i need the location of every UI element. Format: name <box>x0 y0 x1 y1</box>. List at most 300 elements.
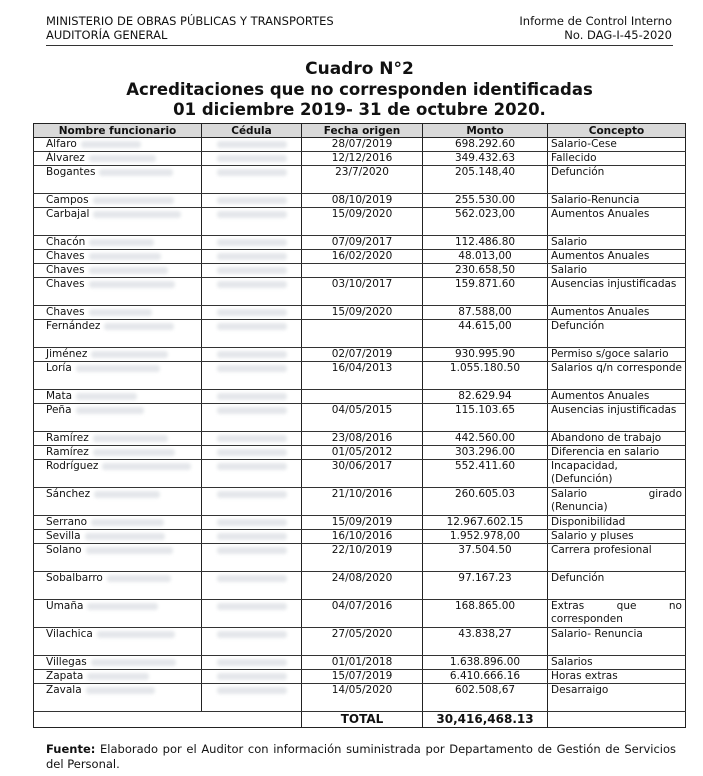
audit-unit: AUDITORÍA GENERAL <box>46 28 168 42</box>
table-row <box>34 446 686 460</box>
cell-cedula <box>202 488 302 516</box>
redacted-id <box>217 449 287 456</box>
table-row <box>34 348 686 362</box>
table-row <box>34 362 686 390</box>
redacted-id <box>217 197 287 204</box>
cell-nombre <box>34 278 202 306</box>
cell-concepto <box>548 670 686 684</box>
cell-nombre <box>34 320 202 348</box>
redacted-id <box>217 603 287 610</box>
cell-monto: 1.952.978,00 <box>423 530 548 544</box>
cell-concepto <box>548 684 686 712</box>
cell-monto: 37.504.50 <box>423 544 548 572</box>
cell-nombre <box>34 488 202 516</box>
cell-fecha: 23/7/2020 <box>302 166 423 194</box>
cell-concepto <box>548 600 686 628</box>
cell-nombre <box>34 236 202 250</box>
redacted-name <box>99 169 173 176</box>
cell-fecha: 23/08/2016 <box>302 432 423 446</box>
cell-nombre <box>34 600 202 628</box>
table-row <box>34 166 686 194</box>
cell-nombre <box>34 446 202 460</box>
cell-nombre <box>34 656 202 670</box>
concept-text: Salario y pluses <box>551 530 634 542</box>
cell-fecha: 15/09/2020 <box>302 306 423 320</box>
cell-fecha: 30/06/2017 <box>302 460 423 488</box>
employee-surname: Ramírez <box>46 446 89 458</box>
table-row <box>34 516 686 530</box>
cell-fecha: 04/05/2015 <box>302 404 423 432</box>
employee-surname: Serrano <box>46 516 88 528</box>
redacted-name <box>93 211 181 218</box>
cell-fecha <box>302 320 423 348</box>
cell-cedula <box>202 432 302 446</box>
cell-cedula <box>202 320 302 348</box>
cell-cedula <box>202 348 302 362</box>
cell-fecha: 24/08/2020 <box>302 572 423 600</box>
table-period: 01 diciembre 2019- 31 de octubre 2020. <box>173 100 546 119</box>
cell-monto: 43.838,27 <box>423 628 548 656</box>
redacted-name <box>89 309 152 316</box>
concept-text: Salario girado (Renuncia) <box>551 488 682 513</box>
cell-cedula <box>202 404 302 432</box>
redacted-name <box>85 533 165 540</box>
redacted-name <box>76 393 137 400</box>
concept-text: Defunción <box>551 166 605 178</box>
table-title: Acreditaciones que no corresponden identificadas <box>126 80 593 99</box>
redacted-id <box>217 253 287 260</box>
concept-text: Ausencias injustificadas <box>551 278 677 290</box>
cell-cedula <box>202 572 302 600</box>
table-row <box>34 670 686 684</box>
redacted-name <box>87 673 149 680</box>
redacted-id <box>217 463 287 470</box>
table-row <box>34 544 686 572</box>
cell-fecha: 12/12/2016 <box>302 152 423 166</box>
header-divider <box>46 45 673 46</box>
table-row <box>34 488 686 516</box>
employee-surname: Alfaro <box>46 138 77 150</box>
employee-surname: Carbajal <box>46 208 90 220</box>
cell-monto: 1.638.896.00 <box>423 656 548 670</box>
ministry-name: MINISTERIO DE OBRAS PÚBLICAS Y TRANSPORTES <box>46 14 334 28</box>
cell-fecha: 15/09/2019 <box>302 516 423 530</box>
header-right <box>519 14 672 42</box>
table-row <box>34 320 686 348</box>
cell-monto: 82.629.94 <box>423 390 548 404</box>
redacted-id <box>217 673 287 680</box>
cell-monto: 552.411.60 <box>423 460 548 488</box>
redacted-id <box>217 169 287 176</box>
employee-surname: Zapata <box>46 670 84 682</box>
cell-fecha: 14/05/2020 <box>302 684 423 712</box>
table-row <box>34 460 686 488</box>
title-block <box>46 58 673 120</box>
cell-concepto <box>548 572 686 600</box>
redacted-id <box>217 155 287 162</box>
concept-text: Salario <box>551 264 588 276</box>
redacted-name <box>81 141 141 148</box>
cell-concepto <box>548 446 686 460</box>
cell-nombre <box>34 208 202 236</box>
cell-monto: 349.432.63 <box>423 152 548 166</box>
cell-cedula <box>202 264 302 278</box>
cell-concepto <box>548 138 686 152</box>
redacted-id <box>217 491 287 498</box>
cell-concepto <box>548 656 686 670</box>
cell-cedula <box>202 600 302 628</box>
redacted-id <box>217 659 287 666</box>
employee-surname: Solano <box>46 544 82 556</box>
col-header-concepto: Concepto <box>548 124 686 138</box>
table-row <box>34 390 686 404</box>
concept-text: Incapacidad, (Defunción) <box>551 460 618 485</box>
employee-surname: Álvarez <box>46 152 85 164</box>
cell-nombre <box>34 306 202 320</box>
cell-monto: 255.530.00 <box>423 194 548 208</box>
redacted-id <box>217 533 287 540</box>
cell-concepto <box>548 404 686 432</box>
redacted-name <box>89 239 154 246</box>
concept-text: Disponibilidad <box>551 516 626 528</box>
report-type: Informe de Control Interno <box>519 14 672 28</box>
redacted-name <box>76 407 144 414</box>
cell-cedula <box>202 194 302 208</box>
redacted-name <box>89 281 175 288</box>
redacted-name <box>91 351 168 358</box>
table-header-row <box>34 124 686 138</box>
table-row <box>34 306 686 320</box>
redacted-id <box>217 365 287 372</box>
redacted-name <box>107 575 171 582</box>
cell-fecha: 02/07/2019 <box>302 348 423 362</box>
employee-surname: Mata <box>46 390 73 402</box>
employee-surname: Villegas <box>46 656 87 668</box>
redacted-id <box>217 211 287 218</box>
cell-cedula <box>202 278 302 306</box>
concept-text: Ausencias injustificadas <box>551 404 677 416</box>
redacted-id <box>217 323 287 330</box>
cell-cedula <box>202 362 302 390</box>
cell-concepto <box>548 278 686 306</box>
cell-monto: 6.410.666.16 <box>423 670 548 684</box>
redacted-name <box>93 197 174 204</box>
cell-monto: 930.995.90 <box>423 348 548 362</box>
cell-fecha: 07/09/2017 <box>302 236 423 250</box>
cell-fecha: 03/10/2017 <box>302 278 423 306</box>
redacted-name <box>93 435 168 442</box>
cell-cedula <box>202 544 302 572</box>
redacted-name <box>86 547 173 554</box>
cell-fecha: 15/07/2019 <box>302 670 423 684</box>
concept-text: Salarios q/n corresponde <box>551 362 682 374</box>
employee-surname: Rodríguez <box>46 460 99 472</box>
cell-cedula <box>202 684 302 712</box>
redacted-id <box>217 435 287 442</box>
redacted-name <box>87 603 158 610</box>
redacted-id <box>217 687 287 694</box>
redacted-name <box>89 267 168 274</box>
cell-concepto <box>548 348 686 362</box>
cell-concepto <box>548 544 686 572</box>
cell-nombre <box>34 516 202 530</box>
concept-text: Abandono de trabajo <box>551 432 662 444</box>
header-left <box>46 14 334 42</box>
cell-concepto <box>548 194 686 208</box>
cell-monto: 12.967.602.15 <box>423 516 548 530</box>
cell-fecha: 16/02/2020 <box>302 250 423 264</box>
cell-concepto <box>548 152 686 166</box>
cell-concepto <box>548 320 686 348</box>
concept-text: Carrera profesional <box>551 544 652 556</box>
employee-surname: Jiménez <box>46 348 88 360</box>
concept-text: Defunción <box>551 572 605 584</box>
cell-monto: 97.167.23 <box>423 572 548 600</box>
concept-text: Salario-Cese <box>551 138 617 150</box>
table-row <box>34 628 686 656</box>
cell-concepto <box>548 208 686 236</box>
employee-surname: Ramírez <box>46 432 89 444</box>
employee-surname: Chaves <box>46 278 85 290</box>
concept-text: Salario <box>551 236 588 248</box>
employee-surname: Loría <box>46 362 72 374</box>
col-header-monto: Monto <box>423 124 548 138</box>
cell-nombre <box>34 264 202 278</box>
cell-nombre <box>34 432 202 446</box>
redacted-name <box>93 449 175 456</box>
redacted-name <box>89 155 156 162</box>
cell-monto: 112.486.80 <box>423 236 548 250</box>
concept-text: Salarios <box>551 656 593 668</box>
total-value: 30,416,468.13 <box>423 712 548 728</box>
cell-concepto <box>548 530 686 544</box>
cell-nombre <box>34 348 202 362</box>
concept-text: Diferencia en salario <box>551 446 660 458</box>
source-text: Elaborado por el Auditor con información suministrada por Departamento de Gestión de Servicios del Personal. <box>46 742 676 771</box>
report-number: No. DAG-I-45-2020 <box>564 28 672 42</box>
cell-fecha: 08/10/2019 <box>302 194 423 208</box>
table-number: Cuadro N°2 <box>305 59 414 79</box>
cell-nombre <box>34 404 202 432</box>
cell-cedula <box>202 628 302 656</box>
cell-cedula <box>202 250 302 264</box>
cell-concepto <box>548 166 686 194</box>
cell-fecha: 27/05/2020 <box>302 628 423 656</box>
cell-cedula <box>202 530 302 544</box>
source-note <box>46 742 676 772</box>
cell-fecha: 01/05/2012 <box>302 446 423 460</box>
table-row <box>34 208 686 236</box>
cell-fecha <box>302 390 423 404</box>
cell-nombre <box>34 530 202 544</box>
redacted-id <box>217 631 287 638</box>
cell-nombre <box>34 628 202 656</box>
cell-cedula <box>202 446 302 460</box>
cell-fecha: 21/10/2016 <box>302 488 423 516</box>
redacted-id <box>217 309 287 316</box>
cell-concepto <box>548 390 686 404</box>
cell-monto: 303.296.00 <box>423 446 548 460</box>
redacted-id <box>217 281 287 288</box>
employee-surname: Campos <box>46 194 89 206</box>
accreditations-table <box>33 123 686 728</box>
employee-surname: Chaves <box>46 250 85 262</box>
cell-concepto <box>548 264 686 278</box>
cell-nombre <box>34 390 202 404</box>
cell-nombre <box>34 152 202 166</box>
cell-fecha: 22/10/2019 <box>302 544 423 572</box>
cell-cedula <box>202 236 302 250</box>
cell-cedula <box>202 460 302 488</box>
redacted-name <box>102 463 191 470</box>
total-spacer <box>34 712 302 728</box>
cell-monto: 115.103.65 <box>423 404 548 432</box>
concept-text: Salario-Renuncia <box>551 194 640 206</box>
cell-monto: 602.508,67 <box>423 684 548 712</box>
cell-concepto <box>548 236 686 250</box>
cell-fecha: 01/01/2018 <box>302 656 423 670</box>
cell-concepto <box>548 432 686 446</box>
cell-concepto <box>548 362 686 390</box>
redacted-id <box>217 141 287 148</box>
cell-nombre <box>34 670 202 684</box>
cell-nombre <box>34 166 202 194</box>
cell-nombre <box>34 362 202 390</box>
table-row <box>34 250 686 264</box>
cell-nombre <box>34 194 202 208</box>
redacted-id <box>217 575 287 582</box>
cell-cedula <box>202 656 302 670</box>
table-row <box>34 684 686 712</box>
employee-surname: Fernández <box>46 320 101 332</box>
cell-monto: 48.013,00 <box>423 250 548 264</box>
redacted-name <box>86 687 155 694</box>
cell-nombre <box>34 684 202 712</box>
concept-text: Horas extras <box>551 670 618 682</box>
employee-surname: Chacón <box>46 236 86 248</box>
total-label: TOTAL <box>302 712 423 728</box>
employee-surname: Sevilla <box>46 530 81 542</box>
cell-concepto <box>548 460 686 488</box>
cell-monto: 205.148,40 <box>423 166 548 194</box>
col-header-cedula: Cédula <box>202 124 302 138</box>
employee-surname: Chaves <box>46 264 85 276</box>
cell-monto: 1.055.180.50 <box>423 362 548 390</box>
concept-text: Aumentos Anuales <box>551 306 650 318</box>
redacted-name <box>94 491 160 498</box>
redacted-id <box>217 351 287 358</box>
employee-surname: Peña <box>46 404 72 416</box>
cell-nombre <box>34 572 202 600</box>
cell-monto: 442.560.00 <box>423 432 548 446</box>
cell-monto: 44.615,00 <box>423 320 548 348</box>
employee-surname: Zavala <box>46 684 82 696</box>
cell-concepto <box>548 306 686 320</box>
table-row <box>34 138 686 152</box>
concept-text: Aumentos Anuales <box>551 208 650 220</box>
redacted-id <box>217 519 287 526</box>
cell-nombre <box>34 460 202 488</box>
concept-text: Defunción <box>551 320 605 332</box>
employee-surname: Bogantes <box>46 166 96 178</box>
cell-fecha: 04/07/2016 <box>302 600 423 628</box>
cell-monto: 159.871.60 <box>423 278 548 306</box>
cell-monto: 698.292.60 <box>423 138 548 152</box>
cell-cedula <box>202 306 302 320</box>
source-label: Fuente: <box>46 742 96 756</box>
table-row <box>34 152 686 166</box>
table-row <box>34 194 686 208</box>
concept-text: Salario- Renuncia <box>551 628 643 640</box>
concept-text: Aumentos Anuales <box>551 250 650 262</box>
table-row <box>34 656 686 670</box>
cell-fecha: 15/09/2020 <box>302 208 423 236</box>
cell-cedula <box>202 208 302 236</box>
employee-surname: Chaves <box>46 306 85 318</box>
cell-nombre <box>34 138 202 152</box>
redacted-name <box>89 253 161 260</box>
cell-concepto <box>548 488 686 516</box>
concept-text: Extras que no corresponden <box>551 600 682 625</box>
redacted-id <box>217 267 287 274</box>
redacted-id <box>217 393 287 400</box>
cell-cedula <box>202 138 302 152</box>
redacted-id <box>217 407 287 414</box>
col-header-nombre: Nombre funcionario <box>34 124 202 138</box>
table-row <box>34 572 686 600</box>
redacted-name <box>91 519 164 526</box>
cell-fecha: 16/04/2013 <box>302 362 423 390</box>
cell-monto: 87.588,00 <box>423 306 548 320</box>
cell-monto: 562.023,00 <box>423 208 548 236</box>
cell-nombre <box>34 544 202 572</box>
table-row <box>34 530 686 544</box>
redacted-name <box>91 659 176 666</box>
cell-concepto <box>548 250 686 264</box>
concept-text: Fallecido <box>551 152 597 164</box>
total-empty <box>548 712 686 728</box>
cell-monto: 230.658,50 <box>423 264 548 278</box>
cell-concepto <box>548 628 686 656</box>
cell-cedula <box>202 152 302 166</box>
table-row <box>34 600 686 628</box>
concept-text: Desarraigo <box>551 684 609 696</box>
total-row <box>34 712 686 728</box>
table-row <box>34 236 686 250</box>
cell-fecha: 28/07/2019 <box>302 138 423 152</box>
cell-cedula <box>202 516 302 530</box>
table-row <box>34 278 686 306</box>
cell-fecha: 16/10/2016 <box>302 530 423 544</box>
cell-cedula <box>202 670 302 684</box>
employee-surname: Sobalbarro <box>46 572 103 584</box>
redacted-name <box>76 365 160 372</box>
employee-surname: Sánchez <box>46 488 91 500</box>
table-row <box>34 264 686 278</box>
cell-cedula <box>202 166 302 194</box>
redacted-name <box>97 631 175 638</box>
redacted-id <box>217 239 287 246</box>
redacted-name <box>104 323 174 330</box>
redacted-id <box>217 547 287 554</box>
table-row <box>34 432 686 446</box>
concept-text: Aumentos Anuales <box>551 390 650 402</box>
cell-concepto <box>548 516 686 530</box>
cell-monto: 260.605.03 <box>423 488 548 516</box>
col-header-fecha: Fecha origen <box>302 124 423 138</box>
cell-nombre <box>34 250 202 264</box>
employee-surname: Vilachica <box>46 628 93 640</box>
